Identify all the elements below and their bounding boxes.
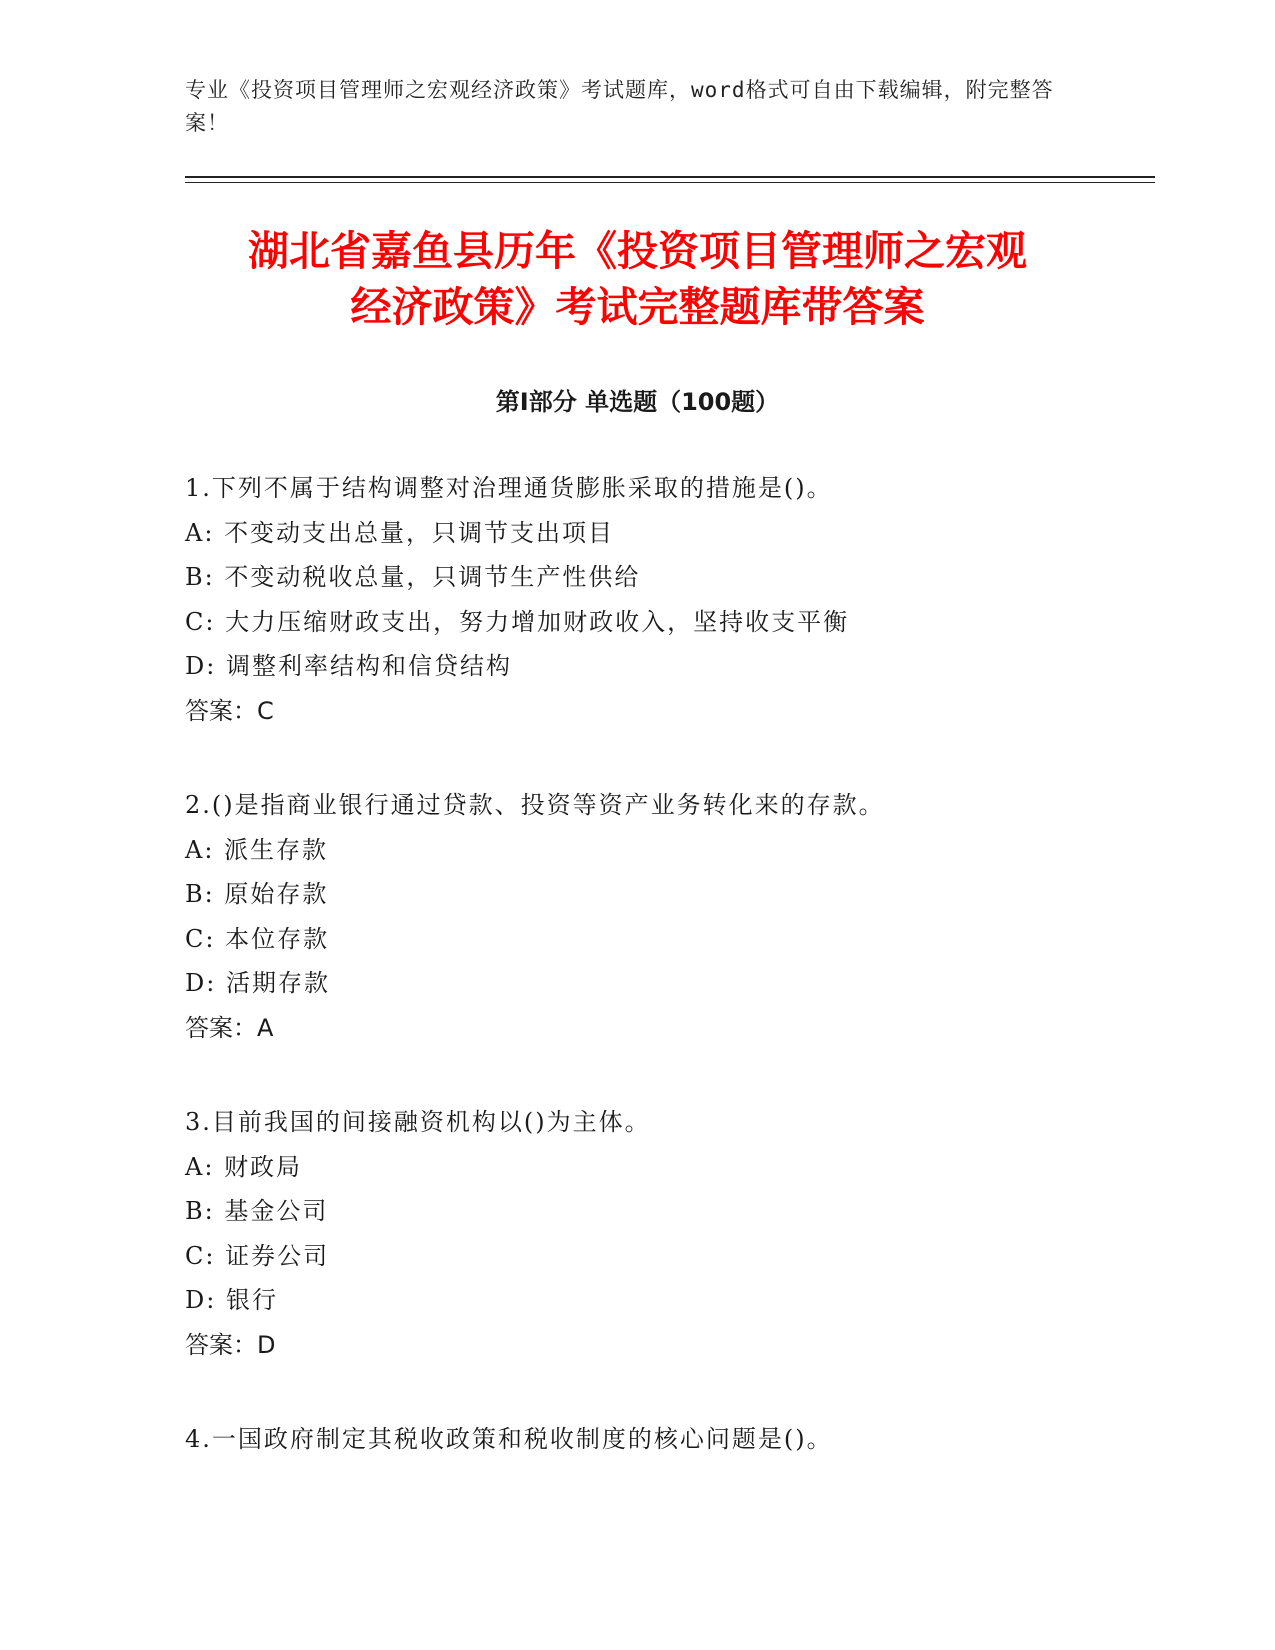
option-d bbox=[185, 1278, 1135, 1323]
title-line-2: 经济政策》考试完整题库带答案 bbox=[350, 283, 925, 331]
section-heading: 第Ⅰ部分 单选题（100题） bbox=[495, 388, 780, 416]
option-text: 大力压缩财政支出，努力增加财政收入，坚持收支平衡 bbox=[225, 607, 850, 636]
option-a bbox=[185, 828, 1135, 873]
title-line-1: 湖北省嘉鱼县历年《投资项目管理师之宏观 bbox=[248, 227, 1027, 275]
option-text: 活期存款 bbox=[225, 969, 330, 997]
answer-line: 答案：A bbox=[185, 1013, 274, 1042]
option-text: 基金公司 bbox=[224, 1197, 329, 1225]
option-key: B: bbox=[185, 1197, 215, 1225]
option-key: B: bbox=[185, 880, 215, 908]
question-stem: 3.目前我国的间接融资机构以()为主体。 bbox=[185, 1108, 651, 1136]
header-divider-thick bbox=[185, 176, 1155, 178]
option-text: 原始存款 bbox=[224, 880, 329, 908]
document-title bbox=[150, 223, 1125, 335]
option-b bbox=[185, 872, 1135, 917]
option-d bbox=[185, 961, 1135, 1006]
question-stem: 4.一国政府制定其税收政策和税收制度的核心问题是()。 bbox=[185, 1425, 833, 1453]
question-1 bbox=[185, 466, 1135, 733]
option-c bbox=[185, 917, 1135, 962]
question-stem: 1.下列不属于结构调整对治理通货膨胀采取的措施是()。 bbox=[185, 474, 833, 502]
option-key: A: bbox=[185, 518, 215, 547]
option-key: A: bbox=[185, 1152, 215, 1181]
option-key: C: bbox=[185, 607, 216, 636]
option-key: B: bbox=[185, 563, 215, 591]
option-c bbox=[185, 1234, 1135, 1279]
question-3 bbox=[185, 1100, 1135, 1367]
answer-line: 答案：C bbox=[185, 696, 274, 725]
option-key: D: bbox=[185, 652, 217, 680]
answer-line: 答案：D bbox=[185, 1330, 276, 1359]
option-text: 调整利率结构和信贷结构 bbox=[225, 652, 512, 680]
header-divider-thin bbox=[185, 182, 1155, 183]
option-a bbox=[185, 1145, 1135, 1190]
question-4 bbox=[185, 1417, 1135, 1462]
question-stem: 2.()是指商业银行通过贷款、投资等资产业务转化来的存款。 bbox=[185, 791, 885, 819]
intro-text: 专业《投资项目管理师之宏观经济政策》考试题库，word格式可自由下载编辑，附完整答案！ bbox=[185, 78, 1054, 135]
option-b bbox=[185, 555, 1135, 600]
option-text: 银行 bbox=[225, 1286, 278, 1314]
option-key: C: bbox=[185, 924, 216, 953]
option-key: C: bbox=[185, 1241, 216, 1270]
option-key: D: bbox=[185, 969, 217, 997]
option-key: D: bbox=[185, 1286, 217, 1314]
option-text: 本位存款 bbox=[225, 924, 330, 953]
option-text: 派生存款 bbox=[224, 835, 329, 864]
option-a bbox=[185, 511, 1135, 556]
option-text: 证券公司 bbox=[225, 1241, 330, 1270]
option-text: 财政局 bbox=[224, 1152, 303, 1181]
question-2 bbox=[185, 783, 1135, 1050]
option-b bbox=[185, 1189, 1135, 1234]
option-c bbox=[185, 600, 1135, 645]
option-text: 不变动支出总量，只调节支出项目 bbox=[224, 518, 615, 547]
option-text: 不变动税收总量，只调节生产性供给 bbox=[224, 563, 641, 591]
option-key: A: bbox=[185, 835, 215, 864]
option-d bbox=[185, 644, 1135, 689]
